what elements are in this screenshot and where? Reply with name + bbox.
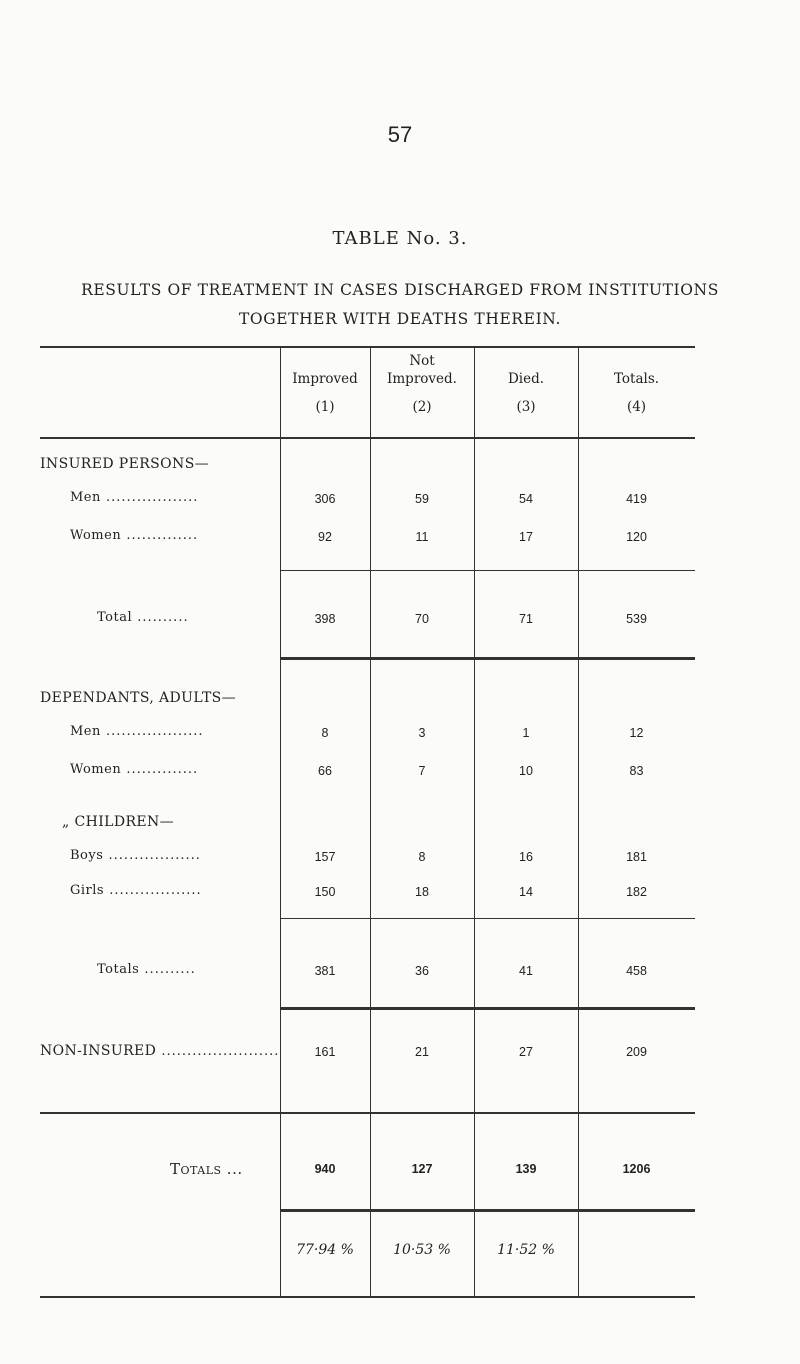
- table-cell: 139: [515, 1162, 537, 1176]
- col-header-not-improved: [370, 352, 474, 416]
- table-cell: 70: [415, 612, 429, 626]
- insured-women-label: [70, 528, 198, 543]
- table-cell: 8: [321, 726, 329, 740]
- dependants-men-label: [70, 724, 204, 739]
- dependants-subtotal-rule: [280, 918, 695, 919]
- row-label: Women: [70, 762, 122, 777]
- col-header-num: (3): [516, 399, 536, 415]
- table-cell: 11: [415, 530, 429, 544]
- row-label: Totals: [97, 962, 140, 977]
- row-label: NON-INSURED: [40, 1043, 157, 1059]
- percentage-cell: 77·94 %: [296, 1242, 354, 1258]
- table-cell: 127: [411, 1162, 433, 1176]
- vrule-col4: [578, 346, 579, 1296]
- col-header-num: (1): [315, 399, 335, 415]
- table-cell: 157: [314, 850, 336, 864]
- dependants-girls-label: [70, 883, 202, 898]
- dependants-total-label: [97, 962, 196, 977]
- table-cell: 1206: [622, 1162, 651, 1176]
- table-cell: 12: [629, 726, 644, 740]
- bottom-rule: [40, 1296, 695, 1298]
- table-subtitle-line1: RESULTS OF TREATMENT IN CASES DISCHARGED FROM INSTITUTIONS: [81, 281, 719, 299]
- dependants-heading: DEPENDANTS, ADULTS—: [40, 690, 237, 706]
- dependants-end-rule: [280, 1007, 695, 1010]
- col-header-label: Died.: [507, 371, 545, 387]
- col-header-label: Totals.: [613, 371, 660, 387]
- table-cell: 27: [519, 1045, 533, 1059]
- col-header-totals: [578, 370, 695, 416]
- table-cell: 181: [626, 850, 647, 864]
- leader-dots: ...................: [100, 724, 204, 739]
- table-cell: 419: [626, 492, 647, 506]
- leader-dots: ..................: [103, 848, 201, 863]
- table-cell: 539: [626, 612, 647, 626]
- non-insured-label: [40, 1043, 279, 1059]
- non-insured-rule: [40, 1112, 695, 1114]
- table-cell: 306: [314, 492, 336, 506]
- grand-total-label: Totals ...: [170, 1160, 243, 1178]
- table-cell: 41: [519, 964, 533, 978]
- children-heading: „ CHILDREN—: [62, 814, 175, 830]
- table-cell: 66: [318, 764, 332, 778]
- percentage-cell: 10·53 %: [393, 1242, 451, 1258]
- percentage-cell: 11·52 %: [497, 1242, 555, 1258]
- row-label: Women: [70, 528, 122, 543]
- header-rule: [40, 437, 695, 439]
- vrule-col3: [474, 346, 475, 1296]
- table-cell: 120: [626, 530, 647, 544]
- grand-total-rule: [280, 1209, 695, 1212]
- insured-men-label: [70, 490, 198, 505]
- table-subtitle-line2: TOGETHER WITH DEATHS THEREIN.: [238, 310, 561, 328]
- leader-dots: ..........: [139, 962, 196, 977]
- col-header-num: (4): [626, 399, 647, 415]
- row-label: Men: [70, 490, 101, 505]
- col-header-num: (2): [412, 399, 432, 415]
- table-cell: 150: [314, 885, 336, 899]
- row-label: Men: [70, 724, 101, 739]
- table-cell: 83: [629, 764, 644, 778]
- col-header-died: [474, 370, 578, 416]
- insured-total-label: [97, 610, 189, 625]
- col-header-label-2: Improved.: [387, 371, 457, 387]
- leader-dots: .......................: [156, 1044, 280, 1059]
- top-rule: [40, 346, 695, 348]
- table-cell: 161: [314, 1045, 336, 1059]
- dependants-women-label: [70, 762, 198, 777]
- row-label: Total: [97, 610, 133, 625]
- leader-dots: ..................: [104, 883, 202, 898]
- dependants-boys-label: [70, 848, 201, 863]
- insured-end-rule: [280, 657, 695, 660]
- table-cell: 71: [519, 612, 533, 626]
- table-title: TABLE No. 3.: [332, 228, 468, 249]
- table-cell: 209: [626, 1045, 647, 1059]
- table-cell: 59: [415, 492, 429, 506]
- col-header-improved: [280, 370, 370, 416]
- page-number: 57: [387, 122, 413, 147]
- table-cell: 8: [418, 850, 426, 864]
- leader-dots: ..........: [132, 610, 189, 625]
- leader-dots: ..................: [100, 490, 199, 505]
- row-label: Girls: [70, 883, 105, 898]
- row-label: Boys: [70, 848, 104, 863]
- table-cell: 16: [519, 850, 533, 864]
- col-header-label-1: Not: [409, 353, 435, 369]
- col-header-label: Improved: [292, 371, 358, 387]
- leader-dots: ..............: [121, 762, 199, 777]
- table-cell: 54: [519, 492, 533, 506]
- table-cell: 17: [519, 530, 533, 544]
- insured-heading: INSURED PERSONS—: [40, 456, 210, 472]
- table-cell: 381: [314, 964, 336, 978]
- table-cell: 92: [318, 530, 332, 544]
- vrule-col1: [280, 346, 281, 1296]
- table-cell: 398: [314, 612, 336, 626]
- table-cell: 10: [519, 764, 533, 778]
- table-cell: 3: [418, 726, 426, 740]
- leader-dots: ..............: [121, 528, 199, 543]
- table-cell: 458: [626, 964, 647, 978]
- table-cell: 7: [418, 764, 426, 778]
- table-cell: 14: [519, 885, 533, 899]
- vrule-col2: [370, 346, 371, 1296]
- table-cell: 1: [522, 726, 530, 740]
- table-cell: 36: [415, 964, 429, 978]
- table-cell: 182: [626, 885, 647, 899]
- insured-subtotal-rule: [280, 570, 695, 571]
- table-cell: 940: [314, 1162, 336, 1176]
- table-cell: 18: [415, 885, 429, 899]
- table-cell: 21: [415, 1045, 429, 1059]
